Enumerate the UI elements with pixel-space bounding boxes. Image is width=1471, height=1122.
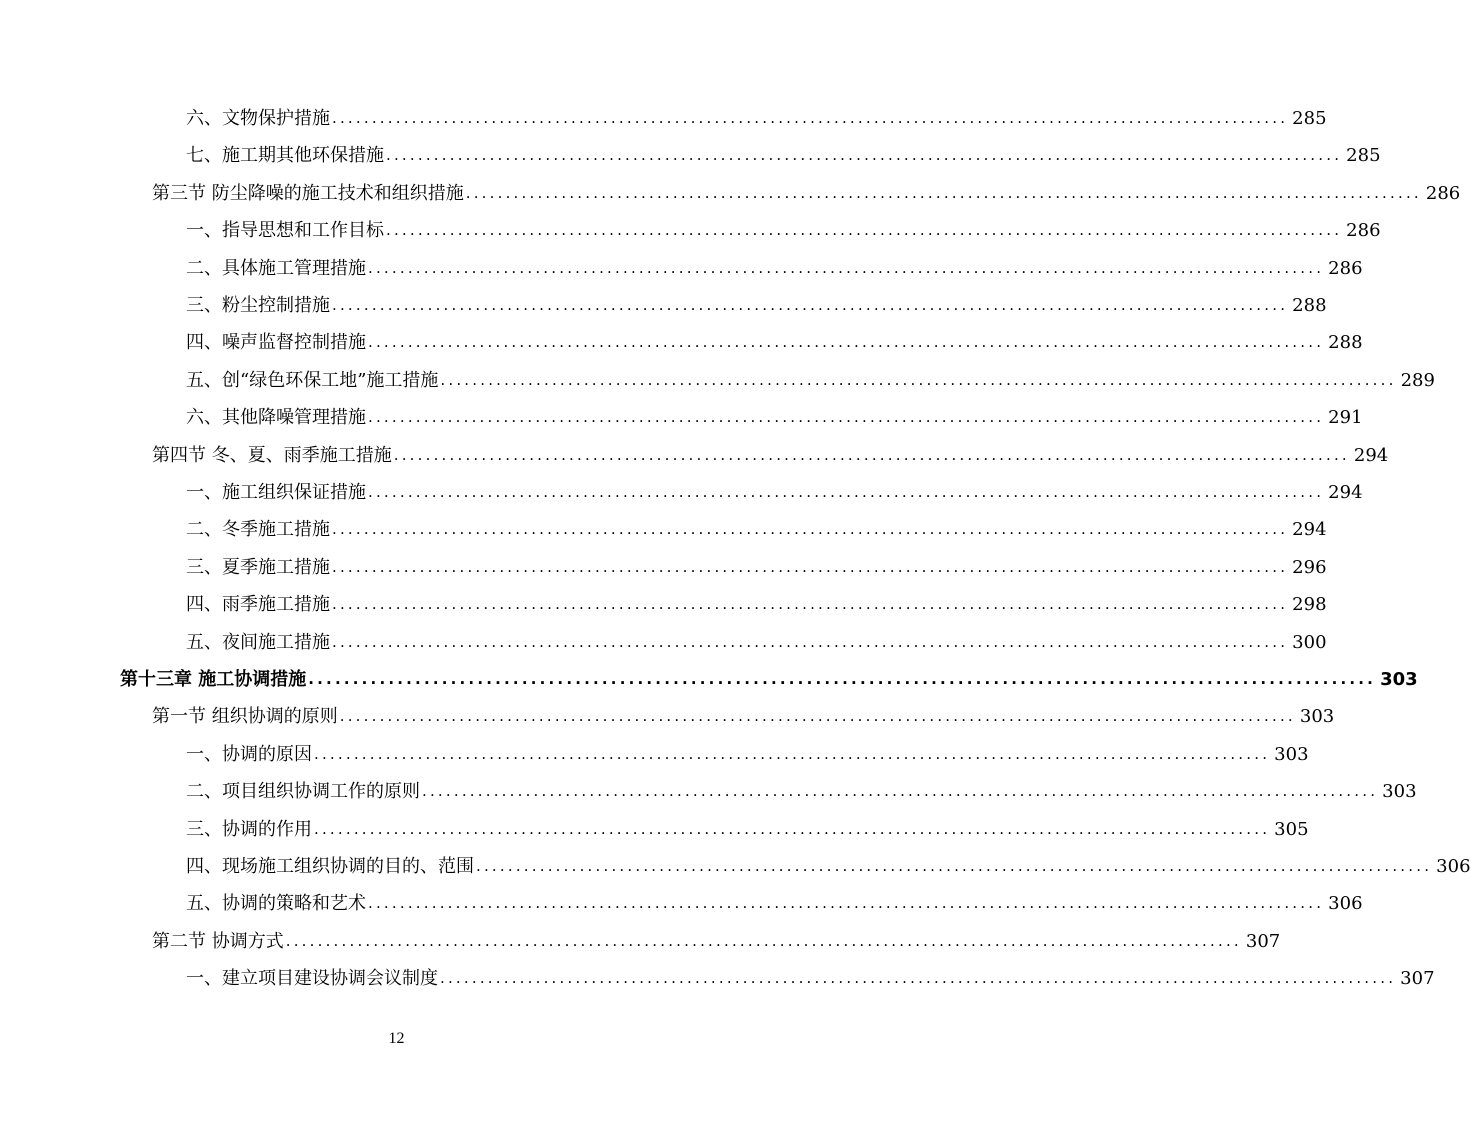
toc-entry-page: 305 bbox=[1274, 818, 1309, 840]
page-number: 12 bbox=[388, 1030, 405, 1047]
toc-entry-label: 一、协调的原因 bbox=[186, 743, 312, 765]
toc-leader-dots: ........................................................................................................................ bbox=[368, 483, 1325, 501]
toc-entry-label: 二、冬季施工措施 bbox=[186, 519, 330, 541]
toc-entry-page: 300 bbox=[1292, 631, 1327, 653]
toc-subsection-entry[interactable] bbox=[186, 362, 1435, 399]
toc-entry-label: 四、雨季施工措施 bbox=[186, 594, 330, 616]
toc-leader-dots: ........................................................................................................................ bbox=[285, 931, 1242, 950]
toc-entry-page: 291 bbox=[1328, 407, 1363, 429]
toc-leader-dots: ........................................................................................................................ bbox=[314, 744, 1271, 763]
toc-subsection-entry[interactable] bbox=[186, 848, 1471, 885]
toc-subsection-entry[interactable] bbox=[186, 885, 1363, 922]
toc-subsection-entry[interactable] bbox=[186, 549, 1327, 586]
toc-leader-dots: ........................................................................................................................ bbox=[386, 146, 1343, 165]
toc-subsection-entry[interactable] bbox=[186, 736, 1309, 773]
toc-entry-page: 306 bbox=[1328, 893, 1363, 915]
toc-subsection-entry[interactable] bbox=[186, 624, 1327, 661]
toc-entry-page: 286 bbox=[1425, 182, 1461, 204]
toc-subsection-entry[interactable] bbox=[186, 511, 1327, 548]
toc-entry-label: 三、粉尘控制措施 bbox=[186, 295, 330, 316]
toc-entry-page: 288 bbox=[1328, 332, 1363, 354]
toc-subsection-entry[interactable] bbox=[186, 773, 1417, 810]
toc-leader-dots: ........................................................................................................................ bbox=[332, 520, 1289, 539]
toc-entry-page: 303 bbox=[1299, 706, 1335, 728]
toc-entry-label: 五、协调的策略和艺术 bbox=[186, 893, 366, 915]
toc-subsection-entry[interactable] bbox=[186, 399, 1363, 436]
toc-subsection-entry[interactable] bbox=[186, 250, 1363, 287]
toc-subsection-entry[interactable] bbox=[186, 960, 1435, 997]
toc-section-entry[interactable] bbox=[152, 437, 1389, 474]
toc-entry-label: 七、施工期其他环保措施 bbox=[186, 145, 384, 167]
toc-section-entry[interactable] bbox=[152, 175, 1461, 212]
toc-entry-label: 五、夜间施工措施 bbox=[186, 631, 330, 653]
toc-entry-page: 298 bbox=[1292, 594, 1327, 616]
toc-leader-dots: ........................................................................................................................ bbox=[332, 557, 1289, 576]
toc-leader-dots: ........................................................................................................................ bbox=[314, 819, 1271, 838]
toc-entry-page: 285 bbox=[1346, 145, 1381, 167]
toc-chapter-entry[interactable] bbox=[120, 661, 1418, 698]
toc-leader-dots: ........................................................................................................................ bbox=[422, 782, 1379, 801]
toc-entry-label: 一、施工组织保证措施 bbox=[186, 482, 366, 503]
toc-entry-page: 286 bbox=[1328, 257, 1363, 279]
toc-entry-label: 六、文物保护措施 bbox=[186, 108, 330, 129]
toc-entry-label: 第二节 协调方式 bbox=[152, 930, 284, 952]
toc-entry-label: 五、创“绿色环保工地”施工措施 bbox=[186, 369, 439, 391]
toc-leader-dots: ........................................................................................................................ bbox=[393, 445, 1350, 464]
toc-entry-page: 294 bbox=[1353, 444, 1389, 466]
toc-section-entry[interactable] bbox=[152, 698, 1335, 735]
toc-leader-dots: ........................................................................................................................ bbox=[332, 296, 1289, 314]
toc-leader-dots: ........................................................................................................................ bbox=[332, 595, 1289, 614]
toc-leader-dots: ........................................................................................................................ bbox=[476, 857, 1433, 875]
toc-subsection-entry[interactable] bbox=[186, 474, 1363, 511]
toc-leader-dots: ........................................................................................................................ bbox=[308, 670, 1377, 688]
toc-entry-label: 三、夏季施工措施 bbox=[186, 556, 330, 578]
toc-subsection-entry[interactable] bbox=[186, 212, 1381, 249]
toc-entry-page: 286 bbox=[1346, 220, 1381, 242]
toc-entry-page: 307 bbox=[1400, 968, 1435, 990]
toc-subsection-entry[interactable] bbox=[186, 100, 1327, 137]
toc-entry-label: 一、指导思想和工作目标 bbox=[186, 220, 384, 242]
toc-subsection-entry[interactable] bbox=[186, 586, 1327, 623]
toc-leader-dots: ........................................................................................................................ bbox=[339, 707, 1296, 726]
toc-entry-page: 307 bbox=[1245, 930, 1281, 952]
toc-entry-label: 一、建立项目建设协调会议制度 bbox=[186, 968, 438, 990]
toc-leader-dots: ........................................................................................................................ bbox=[332, 109, 1289, 127]
toc-entry-label: 第一节 组织协调的原则 bbox=[152, 706, 338, 728]
toc-entry-label: 二、具体施工管理措施 bbox=[186, 257, 366, 279]
toc-entry-page: 306 bbox=[1436, 856, 1471, 877]
toc-subsection-entry[interactable] bbox=[186, 287, 1327, 324]
toc-section-entry[interactable] bbox=[152, 923, 1281, 960]
toc-leader-dots: ........................................................................................................................ bbox=[440, 370, 1397, 389]
toc-entry-page: 294 bbox=[1328, 482, 1363, 503]
toc-entry-page: 288 bbox=[1292, 295, 1327, 316]
toc-entry-label: 六、其他降噪管理措施 bbox=[186, 407, 366, 429]
toc-subsection-entry[interactable] bbox=[186, 811, 1309, 848]
toc-leader-dots: ........................................................................................................................ bbox=[440, 969, 1397, 988]
toc-entry-page: 303 bbox=[1380, 669, 1418, 690]
toc-leader-dots: ........................................................................................................................ bbox=[368, 258, 1325, 277]
toc-entry-label: 四、现场施工组织协调的目的、范围 bbox=[186, 856, 474, 877]
toc-entry-label: 第三节 防尘降噪的施工技术和组织措施 bbox=[152, 182, 464, 204]
toc-entry-page: 294 bbox=[1292, 519, 1327, 541]
toc-subsection-entry[interactable] bbox=[186, 324, 1363, 361]
toc-subsection-entry[interactable] bbox=[186, 137, 1381, 174]
toc-leader-dots: ........................................................................................................................ bbox=[368, 894, 1325, 913]
toc-entry-label: 四、噪声监督控制措施 bbox=[186, 332, 366, 354]
toc-entry-page: 285 bbox=[1292, 108, 1327, 129]
toc-entry-label: 三、协调的作用 bbox=[186, 818, 312, 840]
toc-leader-dots: ........................................................................................................................ bbox=[368, 408, 1325, 427]
toc-leader-dots: ........................................................................................................................ bbox=[332, 632, 1289, 651]
toc-entry-label: 第十三章 施工协调措施 bbox=[120, 669, 307, 690]
toc-entry-page: 303 bbox=[1274, 743, 1309, 765]
toc-leader-dots: ........................................................................................................................ bbox=[368, 333, 1325, 352]
toc-leader-dots: ........................................................................................................................ bbox=[465, 183, 1422, 202]
toc-entry-label: 第四节 冬、夏、雨季施工措施 bbox=[152, 444, 392, 466]
toc-entry-page: 303 bbox=[1382, 781, 1417, 803]
toc-entry-page: 296 bbox=[1292, 556, 1327, 578]
toc-entry-page: 289 bbox=[1400, 369, 1435, 391]
toc-leader-dots: ........................................................................................................................ bbox=[386, 221, 1343, 240]
toc-entry-label: 二、项目组织协调工作的原则 bbox=[186, 781, 420, 803]
